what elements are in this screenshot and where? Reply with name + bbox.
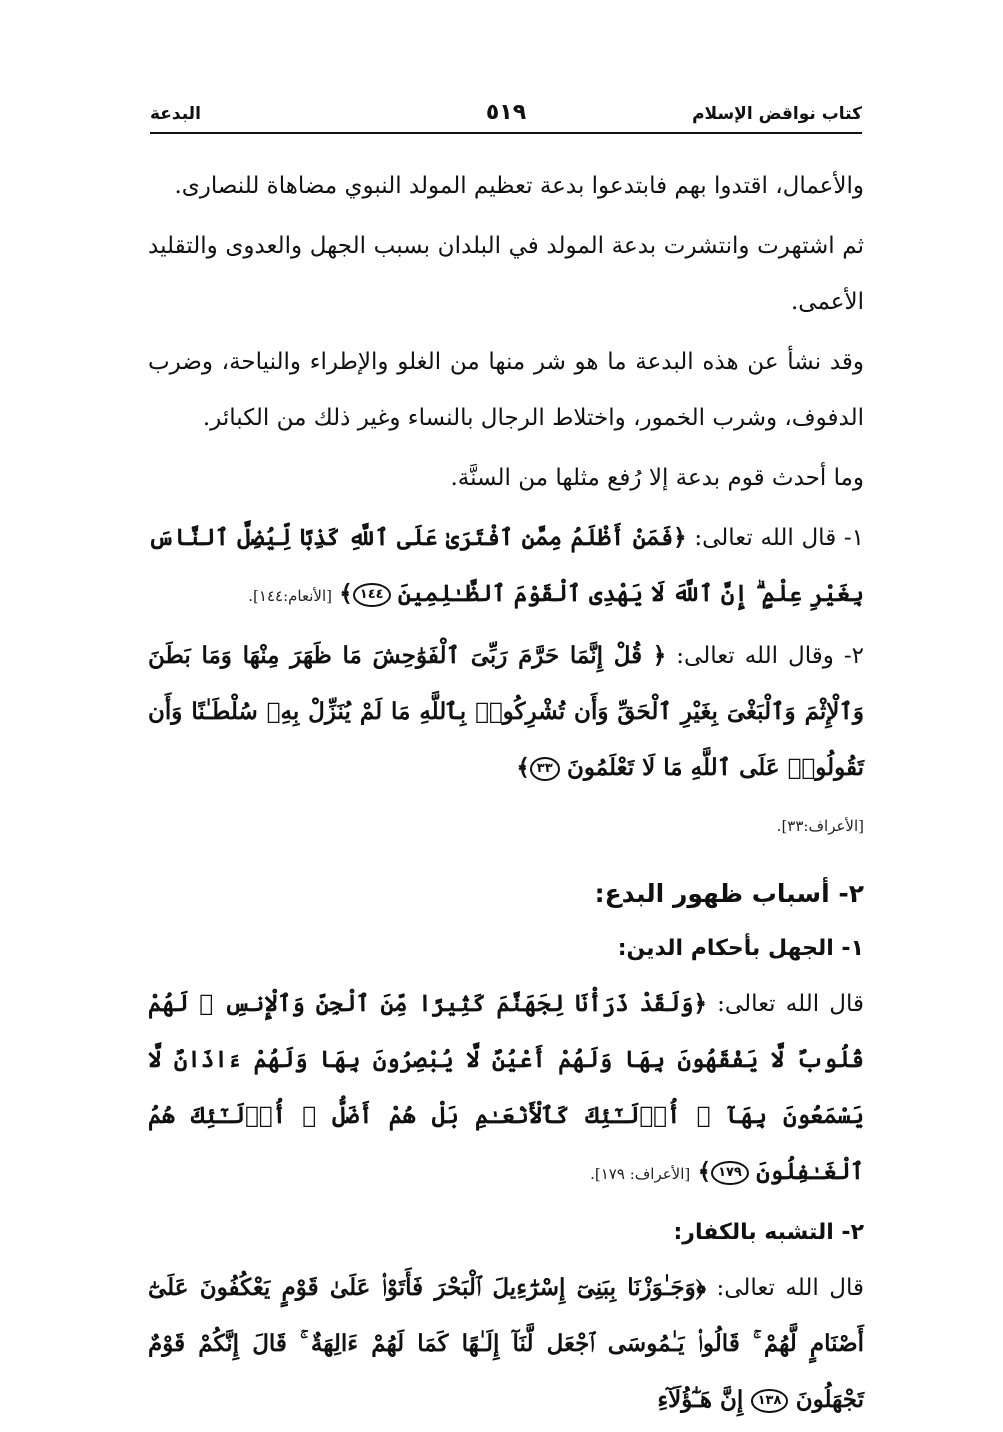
verse-reference-line [148,800,864,850]
evidence-lead: قال الله تعالى: [716,1275,864,1301]
verse-close-bracket: ﴾ [339,580,353,607]
quran-verse: ﴿وَلَقَدْ ذَرَأْنَا لِجَهَنَّمَ كَثِيرًا مِّنَ ٱلْجِنِّ وَٱلْإِنسِ ۖ لَهُمْ قُلُوبٌ لَّا يَفْقَهُونَ بِهَا وَلَهُمْ أَعْيُنٌ لَّا يُبْصِرُونَ بِهَا وَلَهُمْ ءَاذَانٌ لَّا يَسْمَعُونَ بِهَآ ۚ أُو۟لَـٰٓئِكَ كَٱلْأَنْعَـٰمِ بَلْ هُمْ أَضَلُّ ۚ أُو۟لَـٰٓئِكَ هُمُ ٱلْغَـٰفِلُونَ [148,990,864,1185]
page-header [150,100,862,128]
ayah-number-marker: ١٣٨ [751,1389,789,1413]
cause-evidence [148,1260,864,1428]
evidence-lead: ٢- وقال الله تعالى: [676,643,864,669]
evidence-item [148,510,864,624]
ayah-number-marker: ١٤٤ [353,583,391,607]
verse-close-bracket: ﴾ [697,1158,712,1185]
ayah-number-marker: ١٧٩ [711,1161,749,1185]
page-body [148,158,864,1432]
quran-verse: ﴿وَجَـٰوَزْنَا بِبَنِىٓ إِسْرَٰٓءِيلَ ٱلْبَحْرَ فَأَتَوْا۟ عَلَىٰ قَوْمٍ يَعْكُفُونَ عَلَىٰٓ أَصْنَامٍ لَّهُمْ ۚ قَالُوا۟ يَـٰمُوسَى ٱجْعَل لَّنَآ إِلَـٰهًا كَمَا لَهُمْ ءَالِهَةٌ ۚ قَالَ إِنَّكُمْ قَوْمٌ تَجْهَلُونَ [148,1274,864,1413]
verse-reference: [الأعراف:٣٣]. [776,817,864,835]
cause-evidence [148,976,864,1202]
page-number: ٥١٩ [485,100,527,125]
book-title: كتاب نواقض الإسلام [692,104,862,124]
paragraph: والأعمال، اقتدوا بهم فابتدعوا بدعة تعظيم المولد النبوي مضاهاة للنصارى. [174,173,864,199]
evidence-lead: ١- قال الله تعالى: [694,525,864,551]
paragraph: وما أحدث قوم بدعة إلا رُفع مثلها من السنَّة. [450,465,864,491]
header-divider [150,132,862,134]
ayah-number-marker: ٣٣ [530,757,560,781]
verse-reference: [الأعراف: ١٧٩]. [590,1165,691,1183]
quran-verse: ﴿فَمَنْ أَظْلَمُ مِمَّنِ ٱفْتَرَىٰ عَلَى ٱللَّهِ كَذِبًا لِّيُضِلَّ ٱلنَّاسَ بِغَيْرِ عِلْمٍ ۗ إِنَّ ٱللَّهَ لَا يَهْدِى ٱلْقَوْمَ ٱلظَّـٰلِمِينَ [148,524,864,607]
quran-verse-continuation: إِنَّ هَـٰٓؤُلَآءِ [657,1386,744,1413]
section-heading: ٢- أسباب ظهور البدع: [594,879,864,908]
quran-verse: ﴿ قُلْ إِنَّمَا حَرَّمَ رَبِّىَ ٱلْفَوَٰحِشَ مَا ظَهَرَ مِنْهَا وَمَا بَطَنَ وَٱلْإِثْمَ وَٱلْبَغْىَ بِغَيْرِ ٱلْحَقِّ وَأَن تُشْرِكُوا۟ بِٱللَّهِ مَا لَمْ يُنَزِّلْ بِهِۦ سُلْطَـٰنًا وَأَن تَقُولُوا۟ عَلَى ٱللَّهِ مَا لَا تَعْلَمُونَ [148,642,864,781]
verse-reference: [الأنعام:١٤٤]. [248,587,332,605]
cause-title: ٢- التشبه بالكفار: [673,1220,864,1245]
paragraph: ثم اشتهرت وانتشرت بدعة المولد في البلدان بسبب الجهل والعدوى والتقليد الأعمى. [148,233,864,315]
section-name: البدعة [150,104,201,124]
cause-title: ١- الجهل بأحكام الدين: [617,936,864,961]
paragraph: وقد نشأ عن هذه البدعة ما هو شر منها من الغلو والإطراء والنياحة، وضرب الدفوف، وشرب الخمور، واختلاط الرجال بالنساء وغير ذلك من الكبائر. [148,349,864,431]
evidence-lead: قال الله تعالى: [717,991,864,1017]
evidence-item [148,628,864,796]
verse-close-bracket: ﴾ [516,754,530,781]
